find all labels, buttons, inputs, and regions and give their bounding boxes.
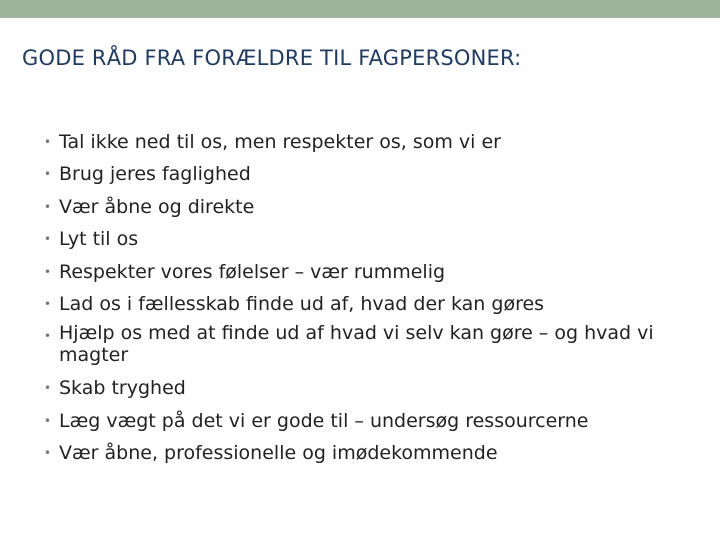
bullet-item xyxy=(44,193,704,222)
bullet-dot-icon: • xyxy=(44,199,52,214)
bullet-item xyxy=(44,407,704,436)
bullet-item xyxy=(44,225,704,254)
bullet-item xyxy=(44,439,704,468)
bullet-dot-icon: • xyxy=(44,381,52,396)
bullet-text: Vær åbne og direkte xyxy=(59,195,255,218)
bullet-item xyxy=(44,128,704,157)
bullet-text: Brug jeres faglighed xyxy=(59,163,251,186)
bullet-item xyxy=(44,258,704,287)
bullet-text: Lyt til os xyxy=(59,228,139,251)
bullet-text: Hjælp os med at finde ud af hvad vi selv kan gøre – og hvad vi magter xyxy=(59,322,654,367)
slide-title: GODE RÅD FRA FORÆLDRE TIL FAGPERSONER: xyxy=(22,46,522,70)
bullet-item xyxy=(44,374,704,403)
bullet-dot-icon: • xyxy=(44,446,52,461)
bullet-dot-icon: • xyxy=(44,296,52,311)
top-accent-bar xyxy=(0,0,720,18)
bullet-dot-icon: • xyxy=(44,232,52,247)
bullet-list xyxy=(44,128,704,472)
bullet-item xyxy=(44,160,704,189)
bullet-text: Skab tryghed xyxy=(59,377,186,400)
bullet-text: Lad os i fællesskab finde ud af, hvad der kan gøres xyxy=(59,292,545,315)
bullet-text: Vær åbne, professionelle og imødekommende xyxy=(59,442,498,465)
bullet-text: Læg vægt på det vi er gode til – undersøg ressourcerne xyxy=(59,409,589,432)
bullet-dot-icon: • xyxy=(44,413,52,428)
bullet-text: Respekter vores følelser – vær rummelig xyxy=(59,260,446,283)
bullet-item xyxy=(44,322,679,366)
bullet-dot-icon: • xyxy=(44,264,52,279)
bullet-dot-icon: • xyxy=(44,135,52,149)
bullet-dot-icon: • xyxy=(44,167,52,182)
bullet-dot-icon: • xyxy=(44,329,52,344)
bullet-item xyxy=(44,290,704,319)
bullet-text: Tal ikke ned til os, men respekter os, som vi er xyxy=(59,131,501,153)
